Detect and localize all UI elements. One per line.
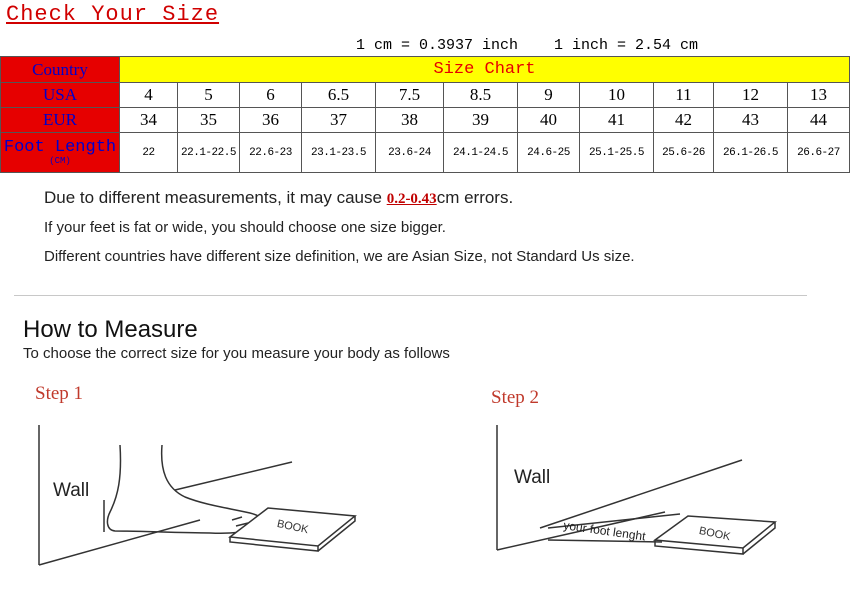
eur-label: EUR — [1, 108, 120, 133]
step-2-label: Step 2 — [491, 387, 540, 408]
foot-length-label: Foot Length — [3, 138, 117, 157]
floor-line — [39, 520, 200, 565]
usa-size: 6 — [240, 83, 302, 108]
wall-label-1: Wall — [53, 480, 90, 501]
foot-length-value: 23.1-23.5 — [302, 133, 376, 173]
note-text: cm errors. — [436, 188, 514, 207]
usa-size: 7.5 — [376, 83, 444, 108]
usa-size: 13 — [788, 83, 850, 108]
error-range: 0.2-0.43 — [386, 191, 437, 207]
foot-length-unit: (CM) — [49, 156, 71, 166]
usa-size: 6.5 — [302, 83, 376, 108]
usa-size: 4 — [120, 83, 178, 108]
asian-size-note: Different countries have different size definition, we are Asian Size, not Standard Us size. — [44, 248, 635, 265]
eur-size: 43 — [714, 108, 788, 133]
note-text: Due to different measurements, it may cause — [44, 188, 387, 207]
eur-size: 37 — [302, 108, 376, 133]
foot-length-value: 26.1-26.5 — [714, 133, 788, 173]
eur-size: 44 — [788, 108, 850, 133]
eur-size: 42 — [654, 108, 714, 133]
foot-length-value: 24.1-24.5 — [444, 133, 518, 173]
usa-size: 10 — [580, 83, 654, 108]
floor-back-line — [175, 462, 292, 490]
eur-size: 35 — [178, 108, 240, 133]
foot-outline — [107, 445, 264, 533]
foot-length-value: 23.6-24 — [376, 133, 444, 173]
foot-length-value: 24.6-25 — [518, 133, 580, 173]
foot-length-value: 22.6-23 — [240, 133, 302, 173]
usa-size: 9 — [518, 83, 580, 108]
eur-size: 41 — [580, 108, 654, 133]
usa-size: 11 — [654, 83, 714, 108]
eur-size: 34 — [120, 108, 178, 133]
wide-feet-note: If your feet is fat or wide, you should choose one size bigger. — [44, 219, 446, 236]
unit-conversion: 1 cm = 0.3937 inch 1 inch = 2.54 cm — [356, 37, 699, 54]
foot-length-annotation: your foot lenght — [562, 518, 647, 544]
foot-length-value: 25.1-25.5 — [580, 133, 654, 173]
usa-size: 5 — [178, 83, 240, 108]
step-1-label: Step 1 — [35, 383, 84, 404]
wall-label-2: Wall — [514, 467, 551, 488]
page-title: Check Your Size — [6, 2, 220, 27]
eur-size: 39 — [444, 108, 518, 133]
foot-length-value: 25.6-26 — [654, 133, 714, 173]
foot-length-value: 22.1-22.5 — [178, 133, 240, 173]
book-label-1: BOOK — [275, 517, 310, 537]
eur-size: 40 — [518, 108, 580, 133]
foot-length-value: 22 — [120, 133, 178, 173]
country-header: Country — [1, 57, 120, 83]
eur-size: 36 — [240, 108, 302, 133]
how-to-measure-title: How to Measure — [23, 316, 198, 343]
foot-length-value: 26.6-27 — [788, 133, 850, 173]
eur-size: 38 — [376, 108, 444, 133]
size-chart-header: Size Chart — [120, 57, 850, 83]
usa-size: 12 — [714, 83, 788, 108]
usa-label: USA — [1, 83, 120, 108]
book-label-2: BOOK — [697, 524, 732, 544]
how-to-measure-subtitle: To choose the correct size for you measure your body as follows — [23, 345, 450, 362]
usa-size: 8.5 — [444, 83, 518, 108]
